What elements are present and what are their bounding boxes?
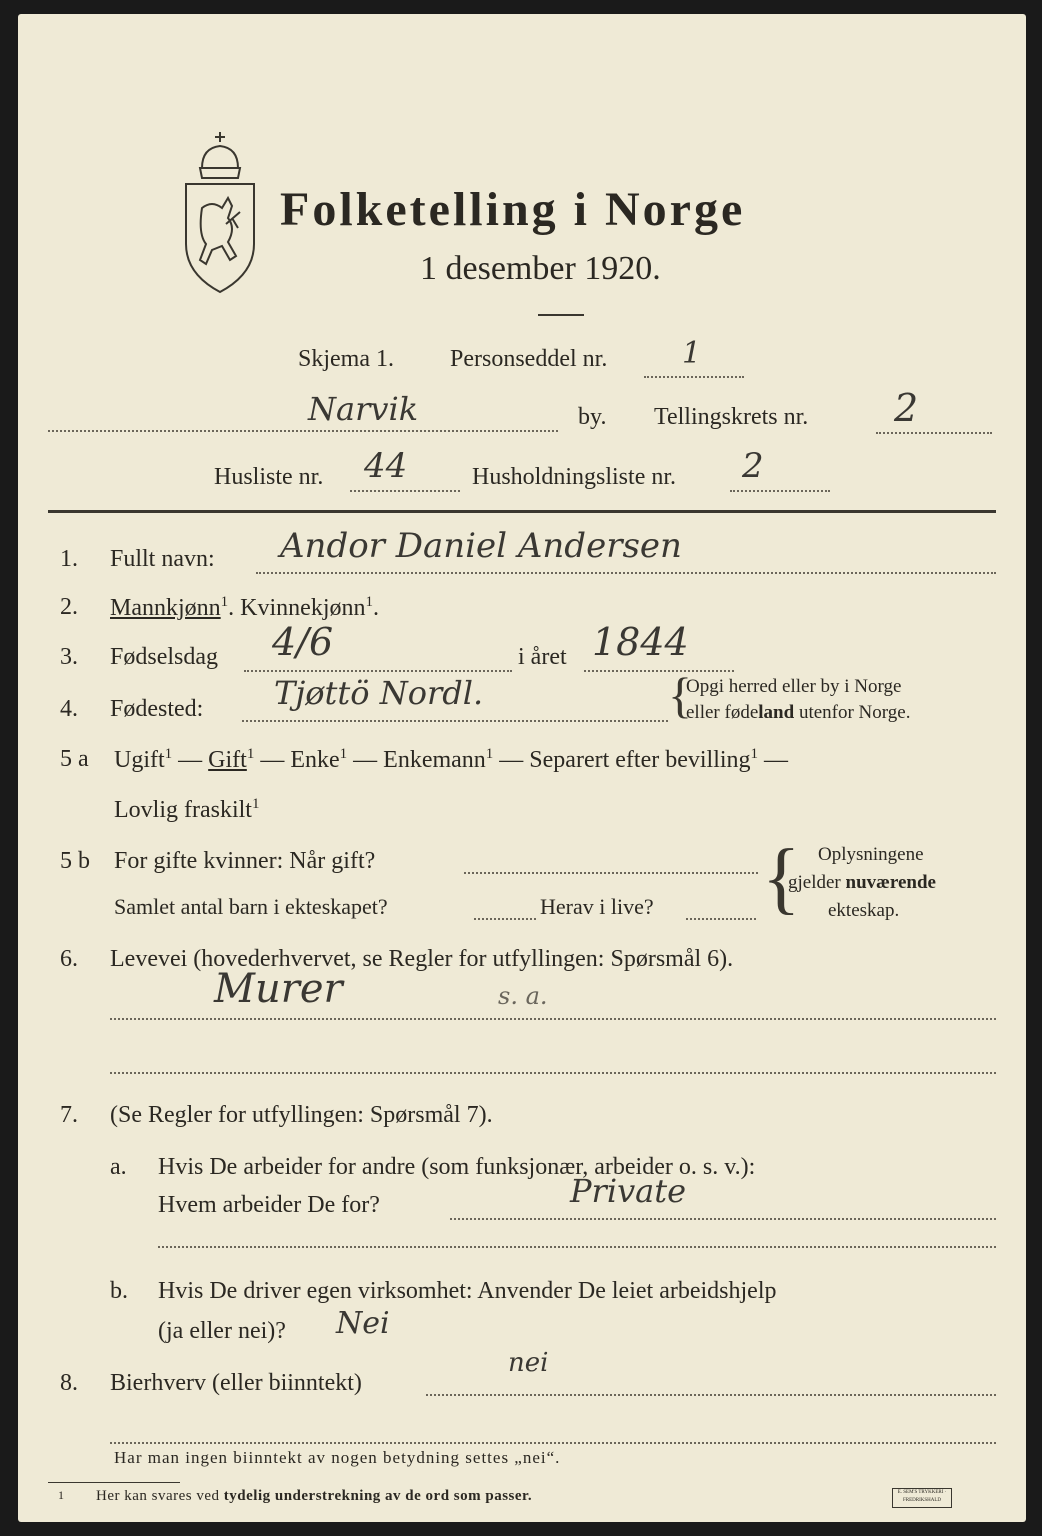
husholdning-label: Husholdningsliste nr.	[472, 464, 677, 490]
q1-label: Fullt navn:	[110, 546, 215, 572]
census-date: 1 desember 1920.	[420, 250, 661, 287]
employer-value[interactable]: Private	[570, 1172, 687, 1210]
occupation-value[interactable]: Murer	[214, 966, 343, 1012]
form-title: Folketelling i Norge	[280, 183, 746, 236]
occupation-note[interactable]: s. a.	[498, 982, 548, 1010]
census-form	[18, 14, 1026, 1522]
coat-of-arms-icon	[172, 128, 268, 298]
printer-mark: E. SEM'S TRYKKERI · FREDRIKSHALD	[892, 1488, 952, 1508]
enke-option[interactable]: Enke	[290, 747, 340, 773]
q5b-note-2: gjelder nuværende	[788, 872, 936, 893]
female-option[interactable]: Kvinnekjønn	[240, 595, 366, 621]
q4-brace: {	[668, 667, 692, 723]
footnote-rule	[48, 1482, 180, 1483]
male-option[interactable]: Mannkjønn	[110, 595, 221, 621]
birth-year-value[interactable]: 1844	[592, 620, 689, 664]
q3-line	[244, 670, 512, 672]
personseddel-line	[644, 376, 744, 378]
q4-line	[242, 720, 668, 722]
q4-note-2: eller fødeland utenfor Norge.	[686, 702, 911, 723]
q8-line-2	[110, 1442, 996, 1444]
footer-note: Har man ingen biinntekt av nogen betydning settes „nei“.	[114, 1448, 561, 1467]
q5b-line-1	[464, 872, 758, 874]
q7b-text: Hvis De driver egen virksomhet: Anvender De leiet arbeidshjelp	[158, 1278, 777, 1304]
fraskilt-option[interactable]: Lovlig fraskilt	[114, 797, 252, 823]
q4-note-1: Opgi herred eller by i Norge	[686, 676, 902, 697]
husliste-line	[350, 490, 460, 492]
q5b-line-2	[474, 918, 536, 920]
q5b-label-3: Herav i live?	[540, 894, 654, 919]
q7-label: (Se Regler for utfyllingen: Spørsmål 7).	[110, 1102, 493, 1128]
q4-number: 4.	[60, 696, 78, 722]
q3-number: 3.	[60, 644, 78, 670]
personseddel-value[interactable]: 1	[682, 336, 702, 371]
husliste-label: Husliste nr.	[214, 464, 324, 490]
q4-label: Fødested:	[110, 696, 204, 722]
q7a-line-2	[158, 1246, 996, 1248]
side-income-value[interactable]: nei	[508, 1348, 549, 1378]
footnote-number: 1	[58, 1488, 64, 1502]
fraskilt-row: Lovlig fraskilt$^1$	[114, 796, 260, 823]
by-line	[48, 430, 558, 432]
q5a-number: 5 a	[60, 746, 89, 772]
q7-number: 7.	[60, 1102, 78, 1128]
q1-number: 1.	[60, 546, 78, 572]
personseddel-label: Personseddel nr.	[450, 346, 608, 372]
husholdning-value[interactable]: 2	[742, 446, 764, 486]
tellingskrets-label: Tellingskrets nr.	[654, 404, 809, 430]
gift-option[interactable]: Gift	[208, 747, 247, 773]
q7b-question: (ja eller nei)?	[158, 1318, 286, 1344]
q5b-label-2: Samlet antal barn i ekteskapet?	[114, 894, 388, 919]
q5b-note-3: ekteskap.	[828, 900, 900, 921]
header-rule	[48, 510, 996, 513]
q6-line-1	[110, 1018, 996, 1020]
enkemann-option[interactable]: Enkemann	[383, 747, 486, 773]
marital-row: Ugift$^1$ — Gift$^1$ — Enke$^1$ — Enkemann$^1$ — Separert efter bevilling$^1$ —	[114, 746, 789, 773]
sex-row: Mannkjønn$^1$. Kvinnekjønn$^1$.	[110, 594, 379, 621]
full-name-value[interactable]: Andor Daniel Andersen	[280, 526, 682, 566]
q6-line-2	[110, 1072, 996, 1074]
birthday-value[interactable]: 4/6	[272, 620, 334, 664]
ugift-option[interactable]: Ugift	[114, 747, 165, 773]
husholdning-line	[730, 490, 830, 492]
husliste-value[interactable]: 44	[364, 446, 408, 486]
q6-label: Levevei (hovederhvervet, se Regler for utfyllingen: Spørsmål 6).	[110, 946, 734, 972]
separert-option[interactable]: Separert efter bevilling	[529, 747, 751, 773]
by-value[interactable]: Narvik	[308, 390, 419, 428]
title-divider	[538, 314, 584, 316]
q8-line	[426, 1394, 996, 1396]
hired-help-value[interactable]: Nei	[336, 1306, 390, 1341]
q8-label: Bierhverv (eller biinntekt)	[110, 1370, 362, 1396]
q2-number: 2.	[60, 594, 78, 620]
q7a-text: Hvis De arbeider for andre (som funksjonær, arbeider o. s. v.):	[158, 1154, 756, 1180]
year-line	[584, 670, 734, 672]
q8-number: 8.	[60, 1370, 78, 1396]
q5b-note-1: Oplysningene	[818, 844, 924, 865]
skjema-label: Skjema 1.	[298, 346, 394, 372]
q3-label: Fødselsdag	[110, 644, 218, 670]
by-label: by.	[578, 404, 607, 430]
tellingskrets-value[interactable]: 2	[894, 386, 919, 430]
tellingskrets-line	[876, 432, 992, 434]
q6-number: 6.	[60, 946, 78, 972]
footnote-text: Her kan svares ved tydelig understrekning av de ord som passer.	[96, 1488, 533, 1504]
q5b-brace: {	[762, 834, 801, 922]
q5b-line-3	[686, 918, 756, 920]
birthplace-value[interactable]: Tjøttö Nordl.	[274, 674, 484, 712]
q7a-number: a.	[110, 1154, 127, 1180]
q5b-label-1: For gifte kvinner: Når gift?	[114, 848, 376, 874]
q5b-number: 5 b	[60, 848, 90, 874]
q7a-line	[450, 1218, 996, 1220]
q7a-question: Hvem arbeider De for?	[158, 1192, 380, 1218]
year-label: i året	[518, 644, 567, 670]
q1-line	[256, 572, 996, 574]
q7b-number: b.	[110, 1278, 128, 1304]
